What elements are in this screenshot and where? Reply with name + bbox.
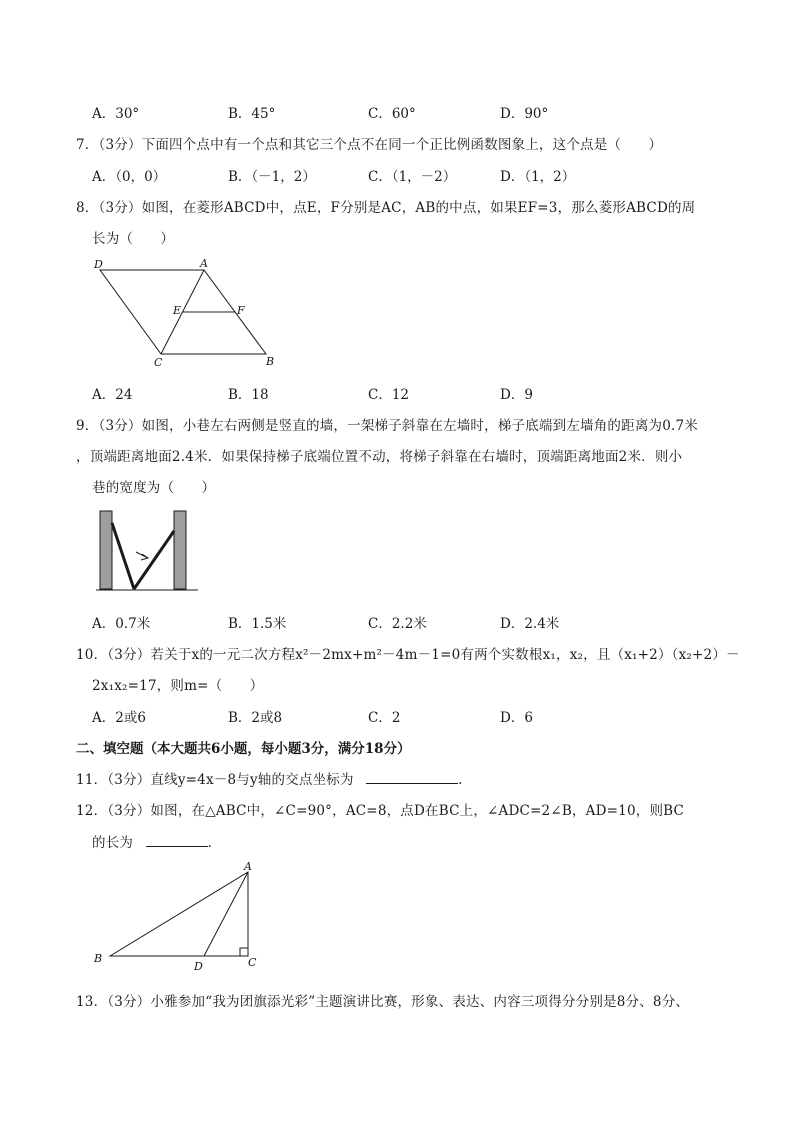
q12-end: ．: [207, 835, 222, 851]
q10-text-line1: 10．（3分）若关于x的一元二次方程x²－2mx+m²－4m－1=0有两个实数根x₁，x₂，且（x₁+2）（x₂+2）－: [76, 647, 740, 663]
q12-label-c: C: [248, 956, 257, 969]
q8-label-a: A: [200, 257, 208, 270]
q8-rhombus-figure: [88, 256, 288, 368]
q6-option-d: D．90°: [500, 106, 549, 122]
q12-label-b: B: [94, 952, 103, 965]
q7-option-a: A．（0，0）: [92, 169, 167, 185]
ladder-left-position: [112, 523, 134, 589]
q9-option-a: A．0.7米: [92, 616, 151, 632]
q10-option-d: D．6: [500, 710, 533, 726]
q12-text-line1: 12．（3分）如图，在△ABC中，∠C=90°，AC=8，点D在BC上，∠ADC=2∠B，AD=10，则BC: [76, 803, 685, 819]
section-2-title: 二、填空题（本大题共6小题，每小题3分，满分18分）: [76, 741, 411, 757]
q8-label-f: F: [237, 304, 245, 317]
q8-text-line2: 长为（ ）: [92, 231, 175, 247]
q8-option-b: B．18: [228, 387, 269, 403]
q6-option-a: A．30°: [92, 106, 140, 122]
q8-option-c: C．12: [368, 387, 410, 403]
q11-answer-blank[interactable]: [366, 783, 458, 784]
q8-label-d: D: [94, 258, 103, 271]
q9-text-line3: 巷的宽度为（ ）: [92, 480, 216, 496]
q12-label-a: A: [244, 860, 252, 873]
q7-option-c: C．（1，－2）: [368, 169, 457, 185]
right-wall: [174, 511, 186, 589]
q9-option-d: D．2.4米: [500, 616, 560, 632]
q8-option-a: A．24: [92, 387, 133, 403]
q6-option-c: C．60°: [368, 106, 416, 122]
q11-end: ．: [458, 772, 472, 788]
q8-label-c: C: [154, 356, 163, 368]
q12-text-line2: 的长为: [92, 835, 134, 851]
q9-text-line1: 9．（3分）如图，小巷左右两侧是竖直的墙，一架梯子斜靠在左墙时，梯子底端到左墙角的距离为0.7米: [76, 418, 698, 434]
q8-text-line1: 8．（3分）如图，在菱形ABCD中，点E，F分别是AC，AB的中点，如果EF=3，那么菱形ABCD的周: [76, 200, 696, 216]
q9-option-b: B．1.5米: [228, 616, 287, 632]
q6-option-b: B．45°: [228, 106, 276, 122]
q13-text: 13．（3分）小雅参加“我为团旗添光彩”主题演讲比赛，形象、表达、内容三项得分分别是8分、8分、: [76, 994, 690, 1010]
q10-option-a: A．2或6: [92, 710, 146, 726]
left-wall: [100, 511, 112, 589]
q9-option-c: C．2.2米: [368, 616, 427, 632]
q7-text: 7．（3分）下面四个点中有一个点和其它三个点不在同一个正比例函数图象上，这个点是（ ）: [76, 137, 663, 153]
q8-option-d: D．9: [500, 387, 533, 403]
q9-ladder-figure: [94, 505, 204, 593]
q12-line2: [92, 831, 221, 851]
q11-line: [76, 768, 472, 788]
q10-text-line2: 2x₁x₂=17，则m=（ ）: [92, 678, 264, 694]
q11-text: 11．（3分）直线y=4x－8与y轴的交点坐标为: [76, 772, 354, 788]
q10-option-c: C．2: [368, 710, 401, 726]
q7-option-d: D．（1，2）: [500, 169, 576, 185]
q10-option-b: B．2或8: [228, 710, 283, 726]
q12-triangle-figure: [90, 858, 270, 974]
q12-label-d: D: [194, 960, 203, 973]
q12-answer-blank[interactable]: [146, 846, 208, 847]
q8-label-e: E: [173, 304, 182, 317]
ladder-right-position: [134, 531, 174, 589]
q8-label-b: B: [266, 355, 275, 368]
q7-option-b: B．（－1，2）: [228, 169, 316, 185]
q9-text-line2: ，顶端距离地面2.4米．如果保持梯子底端位置不动，将梯子斜靠在右墙时，顶端距离地面2米．则小: [76, 449, 683, 465]
